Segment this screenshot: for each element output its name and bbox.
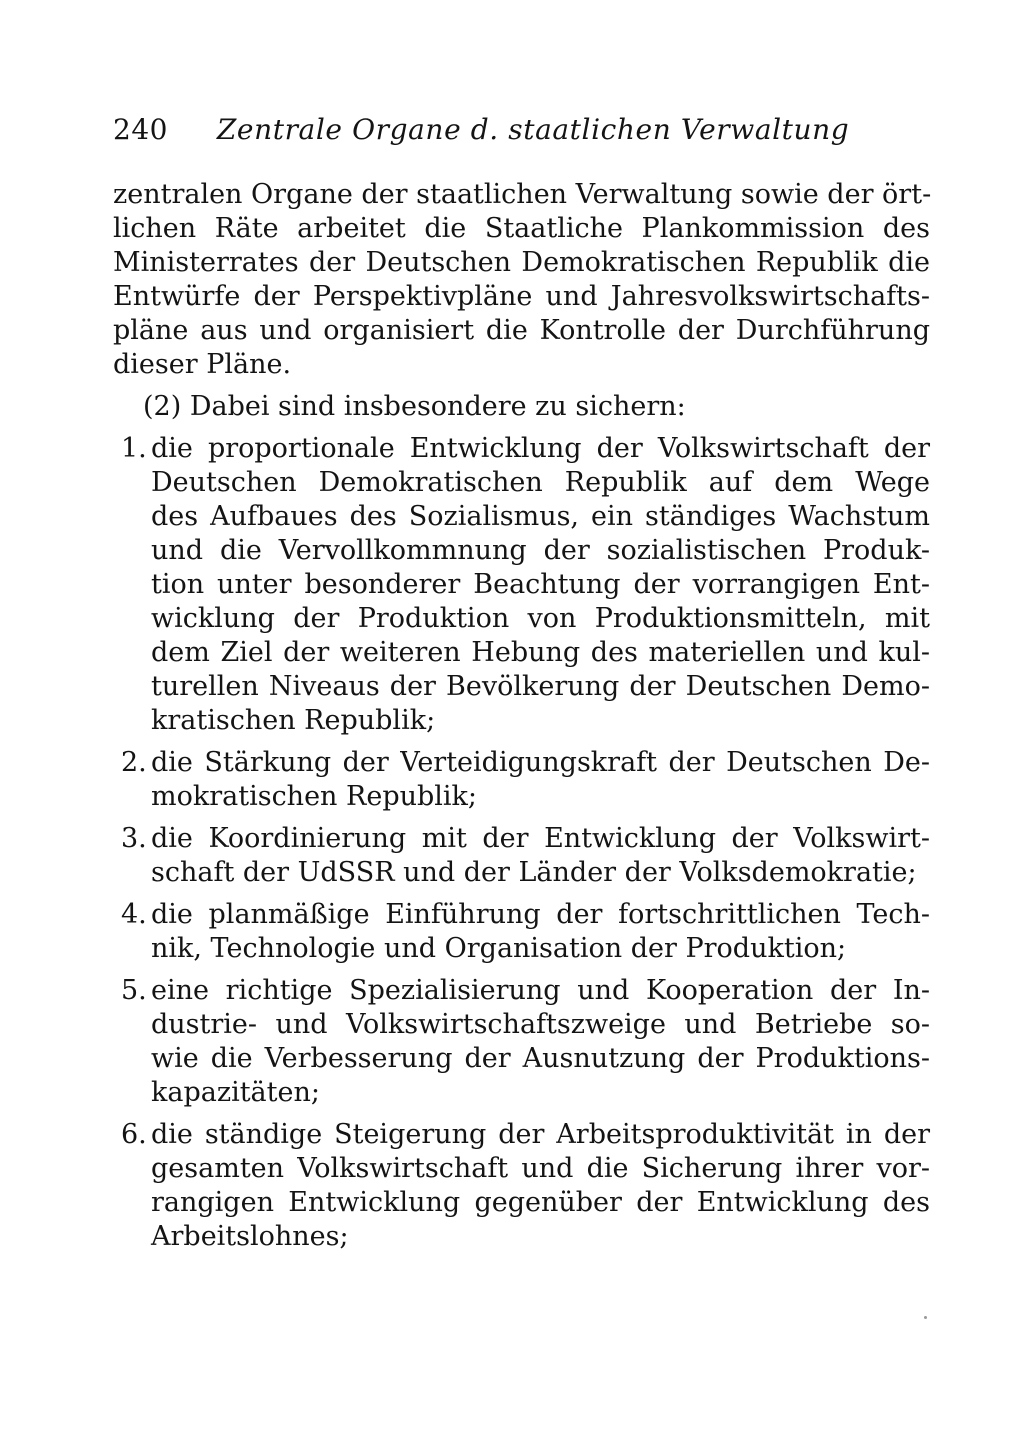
running-title: Zentrale Organe d. staatlichen Verwaltung xyxy=(216,113,850,146)
list-item-6 xyxy=(113,1118,930,1254)
text-line: gesamten Volkswirtschaft und die Sicherung ihrer vor- xyxy=(151,1153,930,1184)
text-line: Arbeitslohnes; xyxy=(151,1221,349,1252)
body-text xyxy=(113,178,930,1254)
item-number: 3. xyxy=(121,823,147,854)
text-line: kratischen Republik; xyxy=(151,705,436,736)
text-line: dem Ziel der weiteren Hebung des materiellen und kul- xyxy=(151,637,930,668)
page-number: 240 xyxy=(113,113,168,146)
item-number: 6. xyxy=(121,1119,147,1150)
list-item-1 xyxy=(113,432,930,738)
text-line: dustrie- und Volkswirtschaftszweige und Betriebe so- xyxy=(151,1009,930,1040)
text-line: Ministerrates der Deutschen Demokratischen Republik die xyxy=(113,247,930,278)
item-number: 5. xyxy=(121,975,147,1006)
text-line: Entwürfe der Perspektivpläne und Jahresvolkswirtschafts- xyxy=(113,281,930,312)
text-line: pläne aus und organisiert die Kontrolle der Durchführung xyxy=(113,315,930,346)
text-line: die ständige Steigerung der Arbeitsproduktivität in der xyxy=(151,1119,930,1150)
item-number: 2. xyxy=(121,747,147,778)
text-line: nik, Technologie und Organisation der Produktion; xyxy=(151,933,847,964)
text-line: turellen Niveaus der Bevölkerung der Deutschen Demo- xyxy=(151,671,930,702)
text-line: rangigen Entwicklung gegenüber der Entwicklung des xyxy=(151,1187,930,1218)
text-line: dieser Pläne. xyxy=(113,349,292,380)
text-line: schaft der UdSSR und der Länder der Volksdemokratie; xyxy=(151,857,917,888)
list-item-5 xyxy=(113,974,930,1110)
text-line: lichen Räte arbeitet die Staatliche Plankommission des xyxy=(113,213,930,244)
intro-paragraph xyxy=(113,178,930,382)
item-number: 4. xyxy=(121,899,147,930)
text-line: wicklung der Produktion von Produktionsmitteln, mit xyxy=(151,603,930,634)
text-line: Deutschen Demokratischen Republik auf dem Wege xyxy=(151,467,930,498)
section-heading xyxy=(113,390,930,424)
section-2-heading: (2) Dabei sind insbesondere zu sichern: xyxy=(143,391,686,422)
list-item-2 xyxy=(113,746,930,814)
text-line: die Koordinierung mit der Entwicklung der Volkswirt- xyxy=(151,823,930,854)
text-line: zentralen Organe der staatlichen Verwaltung sowie der ört- xyxy=(113,179,932,210)
scan-speck xyxy=(924,1316,927,1319)
text-line: kapazitäten; xyxy=(151,1077,320,1108)
text-line: die planmäßige Einführung der fortschrittlichen Tech- xyxy=(151,899,930,930)
list-item-4 xyxy=(113,898,930,966)
text-line: eine richtige Spezialisierung und Kooperation der In- xyxy=(151,975,930,1006)
text-line: und die Vervollkommnung der sozialistischen Produk- xyxy=(151,535,930,566)
text-line: tion unter besonderer Beachtung der vorrangigen Ent- xyxy=(151,569,930,600)
item-number: 1. xyxy=(121,433,147,464)
text-line: die Stärkung der Verteidigungskraft der Deutschen De- xyxy=(151,747,930,778)
text-line: die proportionale Entwicklung der Volkswirtschaft der xyxy=(151,433,930,464)
text-line: mokratischen Republik; xyxy=(151,781,478,812)
page-header xyxy=(113,108,913,152)
text-line: wie die Verbesserung der Ausnutzung der Produktions- xyxy=(151,1043,930,1074)
text-line: des Aufbaues des Sozialismus, ein ständiges Wachstum xyxy=(151,501,930,532)
list-item-3 xyxy=(113,822,930,890)
